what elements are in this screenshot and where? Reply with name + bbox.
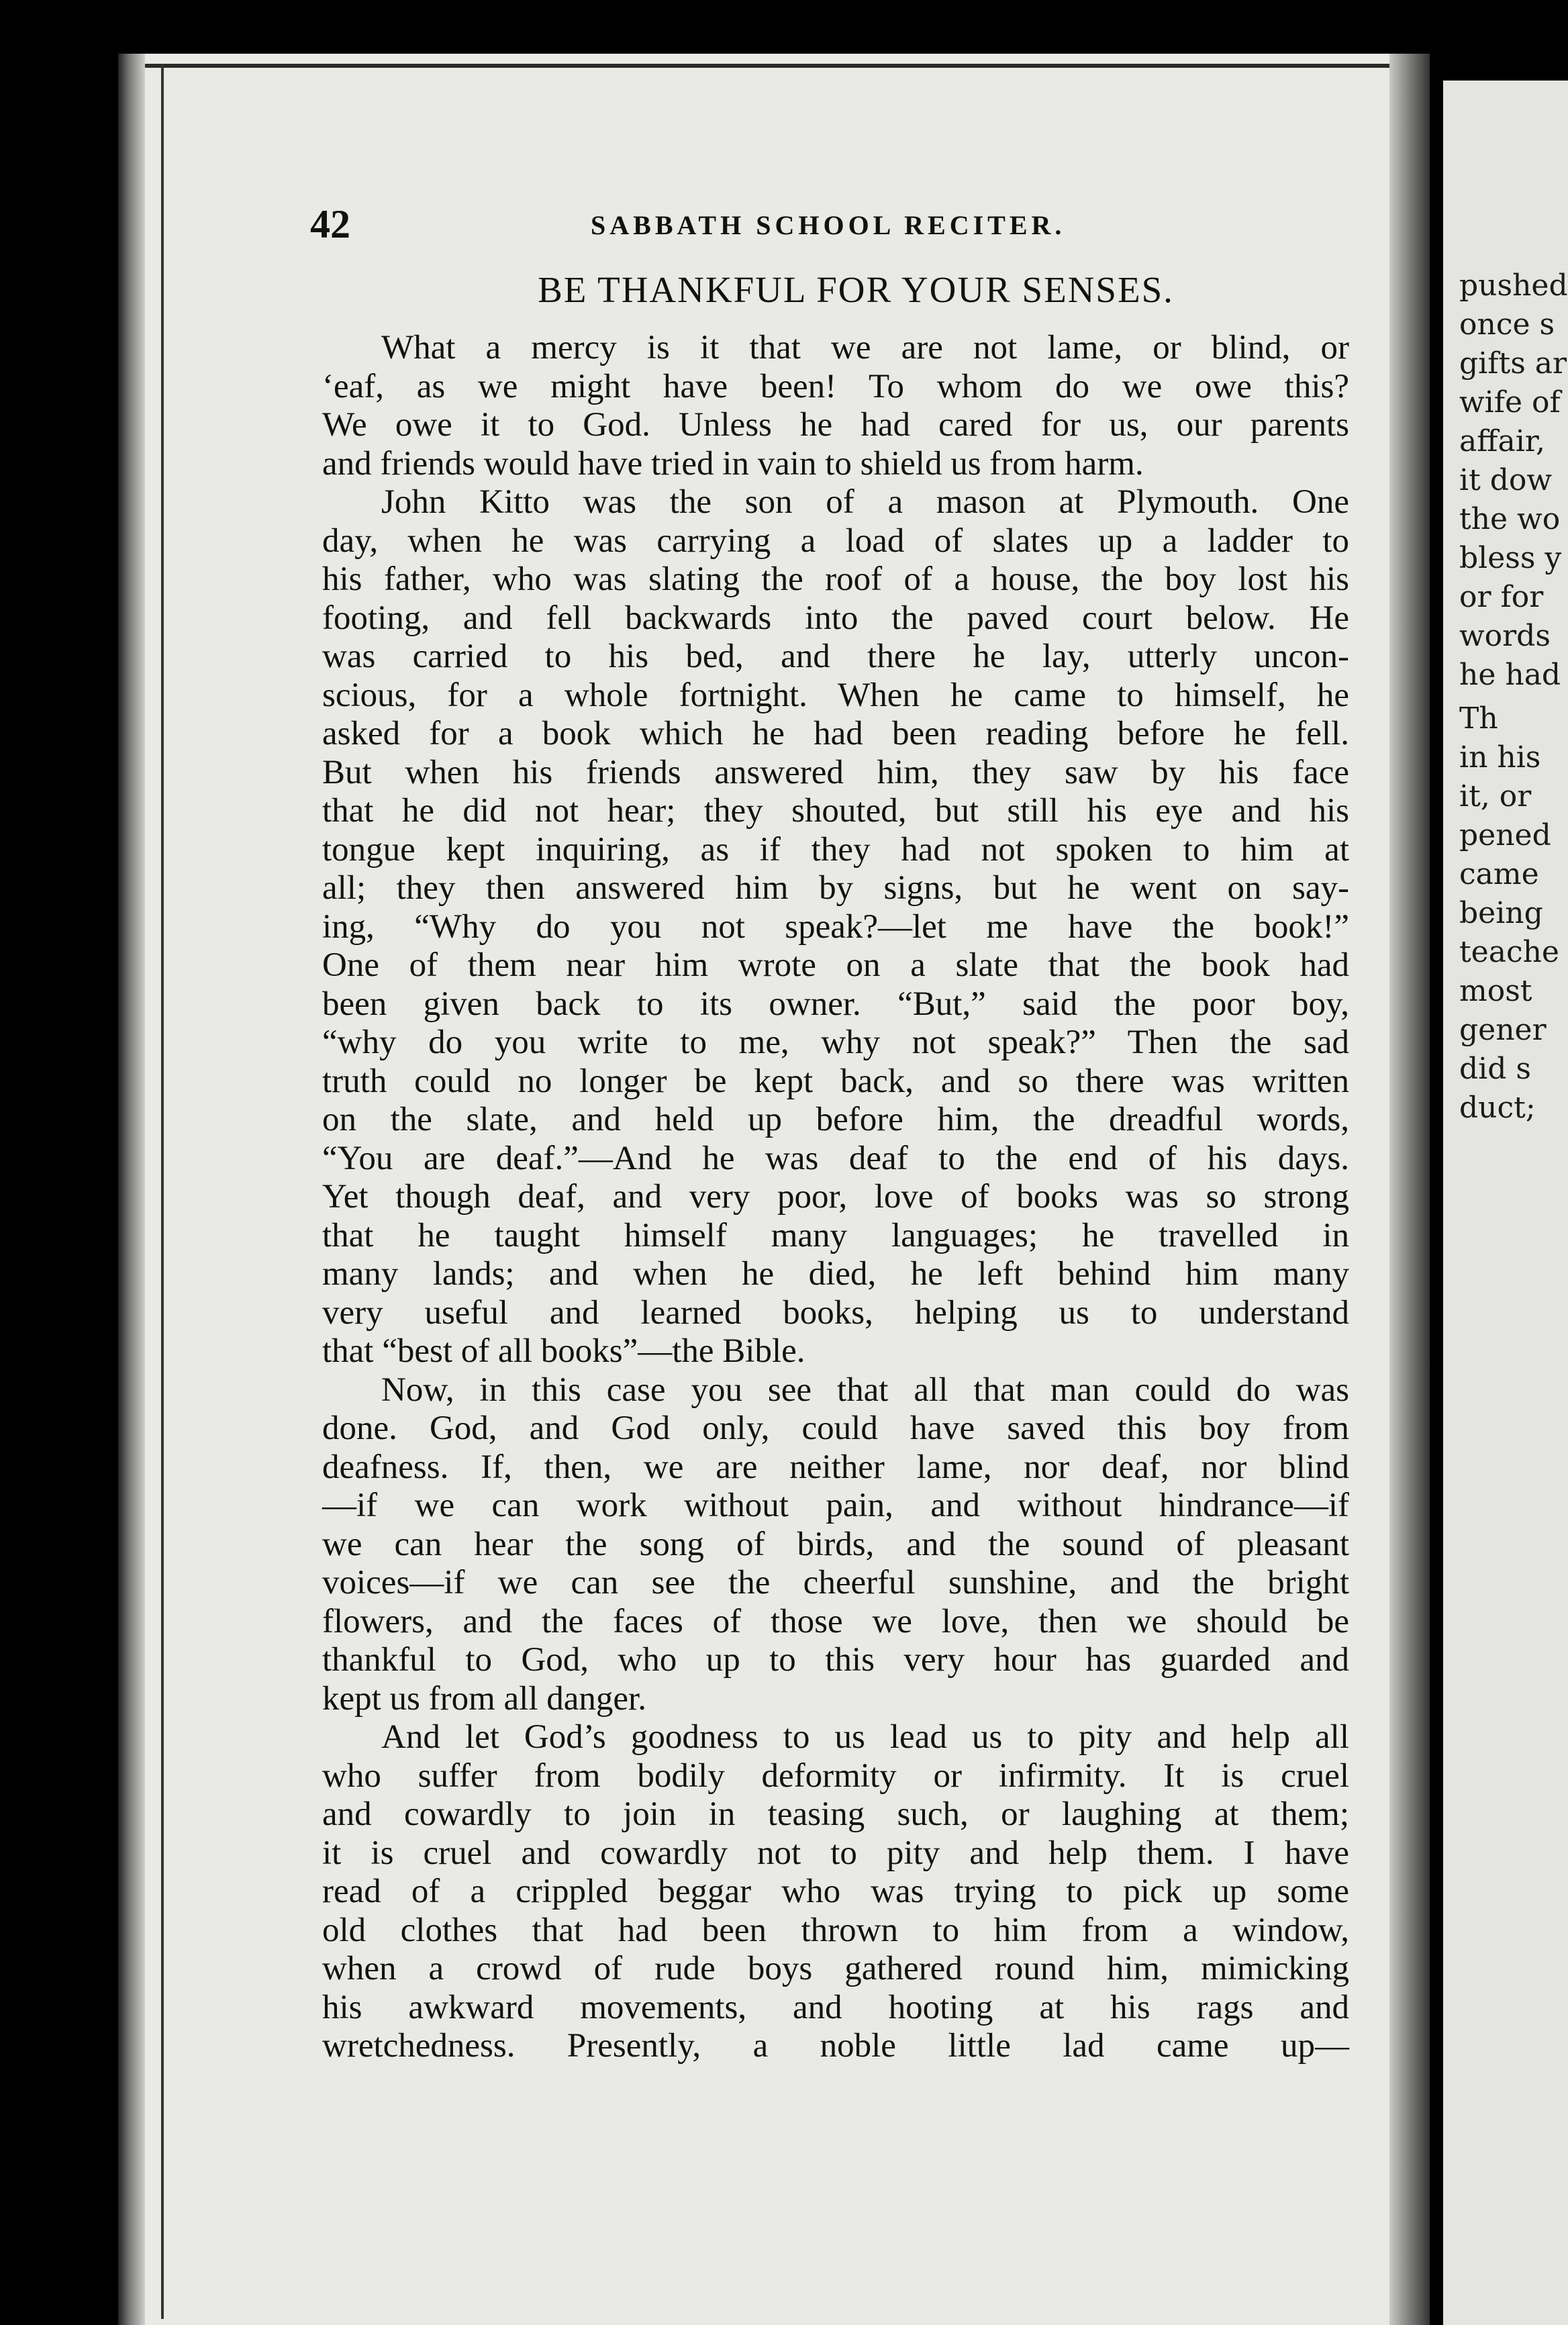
text-line: John Kitto was the son of a mason at Plymouth. One	[381, 483, 1349, 521]
text-line: done. God, and God only, could have saved this boy from	[322, 1409, 1349, 1447]
text-line: very useful and learned books, helping us to understand	[322, 1293, 1349, 1332]
text-line: on the slate, and held up before him, the dreadful words,	[322, 1101, 1349, 1138]
text-line: asked for a book which he had been reading before he fell.	[322, 715, 1349, 752]
adjacent-page-line: words	[1459, 619, 1551, 653]
adjacent-page-line: he had	[1459, 658, 1561, 692]
text-line: read of a crippled beggar who was trying to pick up some	[322, 1873, 1349, 1910]
text-line: his awkward movements, and hooting at his rags and	[322, 1988, 1349, 2026]
page-number: 42	[310, 202, 350, 246]
adjacent-page-line: it, or	[1459, 779, 1532, 813]
text-line: Now, in this case you see that all that man could do was	[381, 1371, 1349, 1409]
adjacent-page-line: or for	[1459, 580, 1544, 614]
page-top-rule	[145, 64, 1407, 68]
adjacent-page-line: pened	[1459, 818, 1551, 852]
page-left-rule	[161, 64, 164, 2319]
text-line: deafness. If, then, we are neither lame, nor deaf, nor blind	[322, 1448, 1349, 1486]
text-line: that he did not hear; they shouted, but still his eye and his	[322, 792, 1349, 830]
adjacent-page-line: duct;	[1459, 1091, 1536, 1125]
adjacent-page-line: pushed	[1459, 268, 1568, 303]
text-line: been given back to its owner. “But,” said the poor boy,	[322, 985, 1349, 1023]
text-line: But when his friends answered him, they saw by his face	[322, 753, 1349, 791]
adjacent-page-line: being	[1459, 896, 1543, 930]
adjacent-page-line: did s	[1459, 1052, 1531, 1086]
text-line: when a crowd of rude boys gathered round him, mimicking	[322, 1950, 1349, 1987]
text-line: who suffer from bodily deformity or infirmity. It is cruel	[322, 1757, 1349, 1795]
text-line: And let God’s goodness to us lead us to pity and help all	[381, 1718, 1349, 1756]
adjacent-page-line: affair,	[1459, 424, 1545, 458]
text-line: wretchedness. Presently, a noble little lad came up—	[322, 2027, 1349, 2065]
text-line: was carried to his bed, and there he lay, utterly uncon-	[322, 638, 1349, 675]
text-line: tongue kept inquiring, as if they had not spoken to him at	[322, 830, 1349, 869]
page-fold-shadow	[1389, 54, 1430, 2325]
running-head: SABBATH SCHOOL RECITER.	[591, 210, 1066, 240]
adjacent-page-line: teache	[1459, 935, 1559, 969]
text-line: old clothes that had been thrown to him from a window,	[322, 1911, 1349, 1949]
text-line: that he taught himself many languages; he travelled in	[322, 1216, 1349, 1254]
adjacent-page-line: Th	[1459, 701, 1498, 736]
text-line: that “best of all books”—the Bible.	[322, 1332, 805, 1370]
text-line: “You are deaf.”—And he was deaf to the end of his days.	[322, 1139, 1349, 1177]
adjacent-page-line: in his	[1459, 740, 1541, 775]
article-body	[322, 329, 1349, 2066]
text-line: —if we can work without pain, and without hindrance—if	[322, 1487, 1349, 1524]
text-line: scious, for a whole fortnight. When he came to himself, he	[322, 676, 1349, 714]
text-line: his father, who was slating the roof of a house, the boy lost his	[322, 560, 1349, 598]
adjacent-page-line: it dow	[1459, 463, 1553, 497]
adjacent-page-line: most	[1459, 974, 1532, 1008]
text-line: day, when he was carrying a load of slates up a ladder to	[322, 522, 1349, 560]
text-line: and cowardly to join in teasing such, or laughing at them;	[322, 1795, 1349, 1833]
adjacent-page-line: the wo	[1459, 502, 1561, 536]
text-line: all; they then answered him by signs, but he went on say-	[322, 869, 1349, 907]
text-line: truth could no longer be kept back, and so there was written	[322, 1062, 1349, 1100]
article-title: BE THANKFUL FOR YOUR SENSES.	[538, 269, 1174, 310]
text-line: What a mercy is it that we are not lame, or blind, or	[381, 329, 1349, 366]
text-line: ing, “Why do you not speak?—let me have the book!”	[322, 907, 1349, 946]
text-line: footing, and fell backwards into the paved court below. He	[322, 599, 1349, 637]
text-line: kept us from all danger.	[322, 1679, 646, 1718]
text-line: thankful to God, who up to this very hour has guarded and	[322, 1641, 1349, 1679]
text-line: and friends would have tried in vain to shield us from harm.	[322, 444, 1144, 483]
adjacent-page-fragment	[1443, 81, 1568, 2325]
adjacent-page-line: wife of	[1459, 385, 1561, 419]
text-line: Yet though deaf, and very poor, love of books was so strong	[322, 1178, 1349, 1216]
text-line: flowers, and the faces of those we love, then we should be	[322, 1602, 1349, 1640]
adjacent-page-line: bless y	[1459, 541, 1562, 575]
text-line: ʻeaf, as we might have been! To whom do we owe this?	[322, 367, 1349, 405]
text-line: many lands; and when he died, he left behind him many	[322, 1255, 1349, 1293]
page-binding-edge	[118, 54, 145, 2325]
adjacent-page-line: gifts ar	[1459, 346, 1567, 381]
text-line: “why do you write to me, why not speak?” Then the sad	[322, 1024, 1349, 1061]
text-line: One of them near him wrote on a slate that the book had	[322, 946, 1349, 984]
text-line: We owe it to God. Unless he had cared for us, our parents	[322, 406, 1349, 444]
text-line: voices—if we can see the cheerful sunshine, and the bright	[322, 1564, 1349, 1601]
adjacent-page-line: gener	[1459, 1013, 1547, 1047]
adjacent-page-line: once s	[1459, 307, 1555, 342]
adjacent-page-line: came	[1459, 857, 1539, 891]
text-line: we can hear the song of birds, and the sound of pleasant	[322, 1525, 1349, 1563]
text-line: it is cruel and cowardly not to pity and help them. I have	[322, 1834, 1349, 1872]
